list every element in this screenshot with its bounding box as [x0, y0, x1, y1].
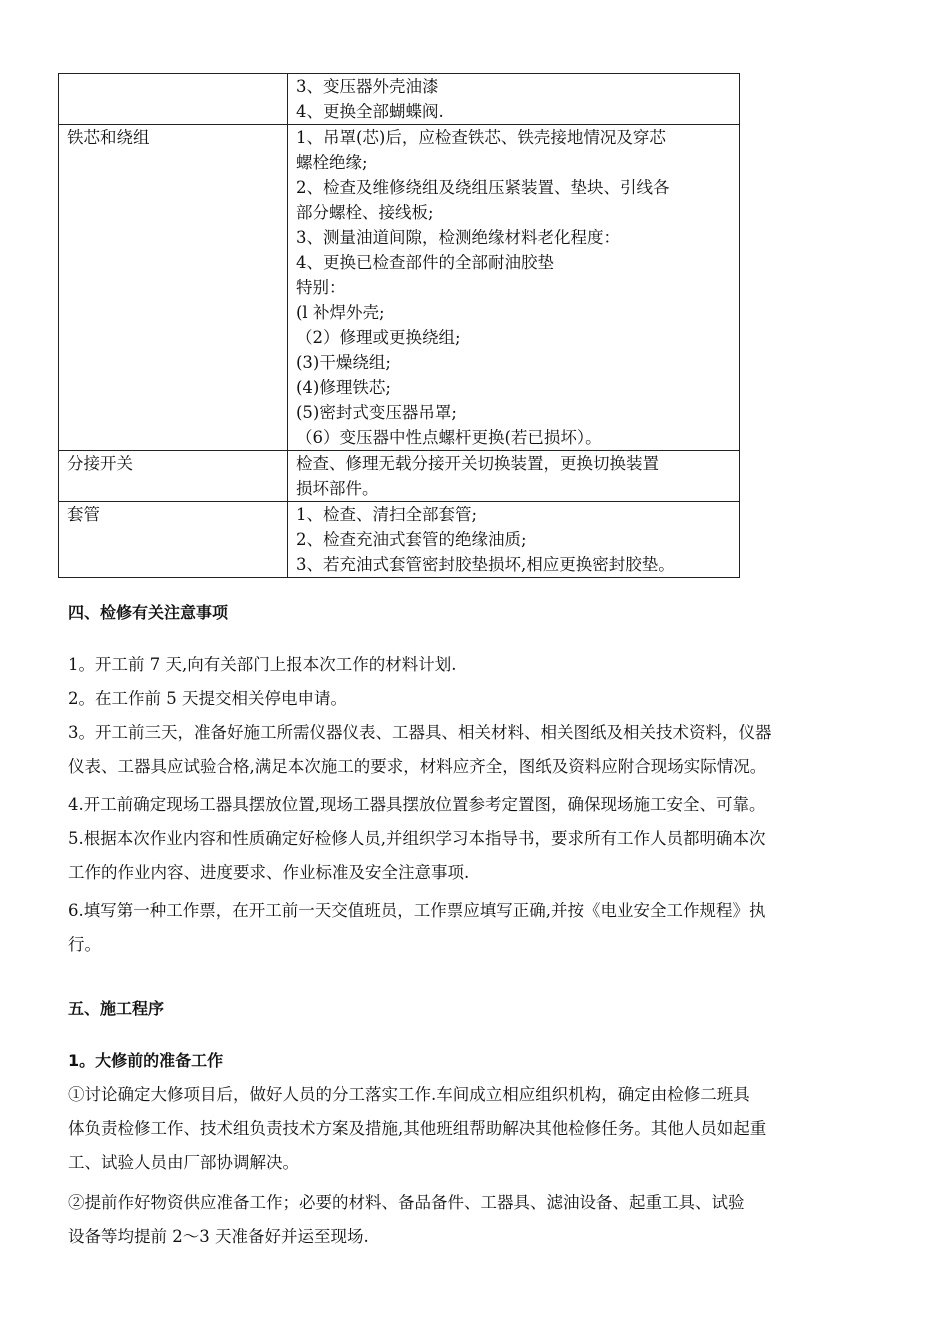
content-line: 4、更换全部蝴蝶阀.	[296, 102, 444, 121]
table-cell-content	[288, 502, 740, 578]
paragraph-line: 工作的作业内容、进度要求、作业标准及安全注意事项.	[68, 863, 470, 882]
paragraph	[68, 682, 882, 716]
table-row	[59, 502, 740, 578]
table-cell-content	[288, 74, 740, 125]
content-line: 损坏部件。	[296, 479, 379, 498]
content-line: （6）变压器中性点螺杆更换(若已损坏）。	[296, 428, 602, 447]
paragraph-line: 工、试验人员由厂部协调解决。	[68, 1153, 299, 1172]
content-line: 4、更换已检查部件的全部耐油胶垫	[296, 253, 554, 272]
table-row	[59, 451, 740, 502]
table-cell-part: 套管	[59, 502, 288, 578]
paragraph	[68, 788, 882, 822]
content-line: 特别：	[296, 278, 346, 297]
paragraph-line: 仪表、工器具应试验合格,满足本次施工的要求，材料应齐全，图纸及资料应附合现场实际情况。	[68, 757, 767, 776]
content-line: 3、若充油式套管密封胶垫损坏,相应更换密封胶垫。	[296, 555, 675, 574]
section-heading: 五、施工程序	[68, 999, 165, 1018]
content-line: 螺栓绝缘;	[296, 153, 368, 172]
paragraph-line: 体负责检修工作、技术组负责技术方案及措施,其他班组帮助解决其他检修任务。其他人员如起重	[68, 1119, 767, 1138]
table-cell-part	[59, 74, 288, 125]
paragraph-line: 5.根据本次作业内容和性质确定好检修人员,并组织学习本指导书，要求所有工作人员都明确本次	[68, 829, 766, 848]
content-line: 2、检查充油式套管的绝缘油质;	[296, 530, 527, 549]
table-row	[59, 125, 740, 451]
section-heading: 四、检修有关注意事项	[68, 603, 229, 622]
paragraph	[68, 1186, 882, 1254]
paragraph-line: 6.填写第一种工作票，在开工前一天交值班员，工作票应填写正确,并按《电业安全工作规程》执	[68, 901, 766, 920]
table-cell-part: 铁芯和绕组	[59, 125, 288, 451]
content-line: 3、变压器外壳油漆	[296, 77, 439, 96]
content-line: (5)密封式变压器吊罩;	[296, 403, 457, 422]
paragraph	[68, 894, 882, 962]
content-line: (4)修理铁芯;	[296, 378, 391, 397]
paragraph-line: ①讨论确定大修项目后，做好人员的分工落实工作.车间成立相应组织机构，确定由检修二班具	[68, 1085, 750, 1104]
paragraph-line: 4.开工前确定现场工器具摆放位置,现场工器具摆放位置参考定置图，确保现场施工安全、可靠。	[68, 795, 766, 814]
paragraph-line: ②提前作好物资供应准备工作；必要的材料、备品备件、工器具、滤油设备、起重工具、试验	[68, 1193, 745, 1212]
table-cell-content	[288, 451, 740, 502]
paragraph-line: 设备等均提前 2～3 天准备好并运至现场.	[68, 1227, 369, 1246]
paragraph	[68, 648, 882, 682]
content-line: 部分螺栓、接线板;	[296, 203, 434, 222]
content-line: 3、测量油道间隙，检测绝缘材料老化程度：	[296, 228, 620, 247]
paragraph-line: 1。开工前 7 天,向有关部门上报本次工作的材料计划.	[68, 655, 457, 674]
paragraph-line: 2。在工作前 5 天提交相关停电申请。	[68, 689, 347, 708]
content-line: (3)干燥绕组;	[296, 353, 391, 372]
content-line: 检查、修理无载分接开关切换装置，更换切换装置	[296, 454, 659, 473]
content-line: （2）修理或更换绕组;	[296, 328, 461, 347]
content-line: 1、吊罩(芯)后，应检查铁芯、铁壳接地情况及穿芯	[296, 128, 666, 147]
content-line: 1、检查、清扫全部套管;	[296, 505, 478, 524]
content-line: (l 补焊外壳;	[296, 303, 385, 322]
content-line: 2、检查及维修绕组及绕组压紧装置、垫块、引线各	[296, 178, 670, 197]
paragraph	[68, 822, 882, 890]
table-cell-content	[288, 125, 740, 451]
paragraph-line: 行。	[68, 935, 101, 954]
paragraph	[68, 716, 882, 784]
table-row	[59, 74, 740, 125]
table-cell-part: 分接开关	[59, 451, 288, 502]
paragraph	[68, 1078, 882, 1180]
maintenance-items-table	[58, 73, 740, 578]
subsection-heading: 1。大修前的准备工作	[68, 1051, 224, 1070]
paragraph-line: 3。开工前三天，准备好施工所需仪器仪表、工器具、相关材料、相关图纸及相关技术资料，仪器	[68, 723, 772, 742]
